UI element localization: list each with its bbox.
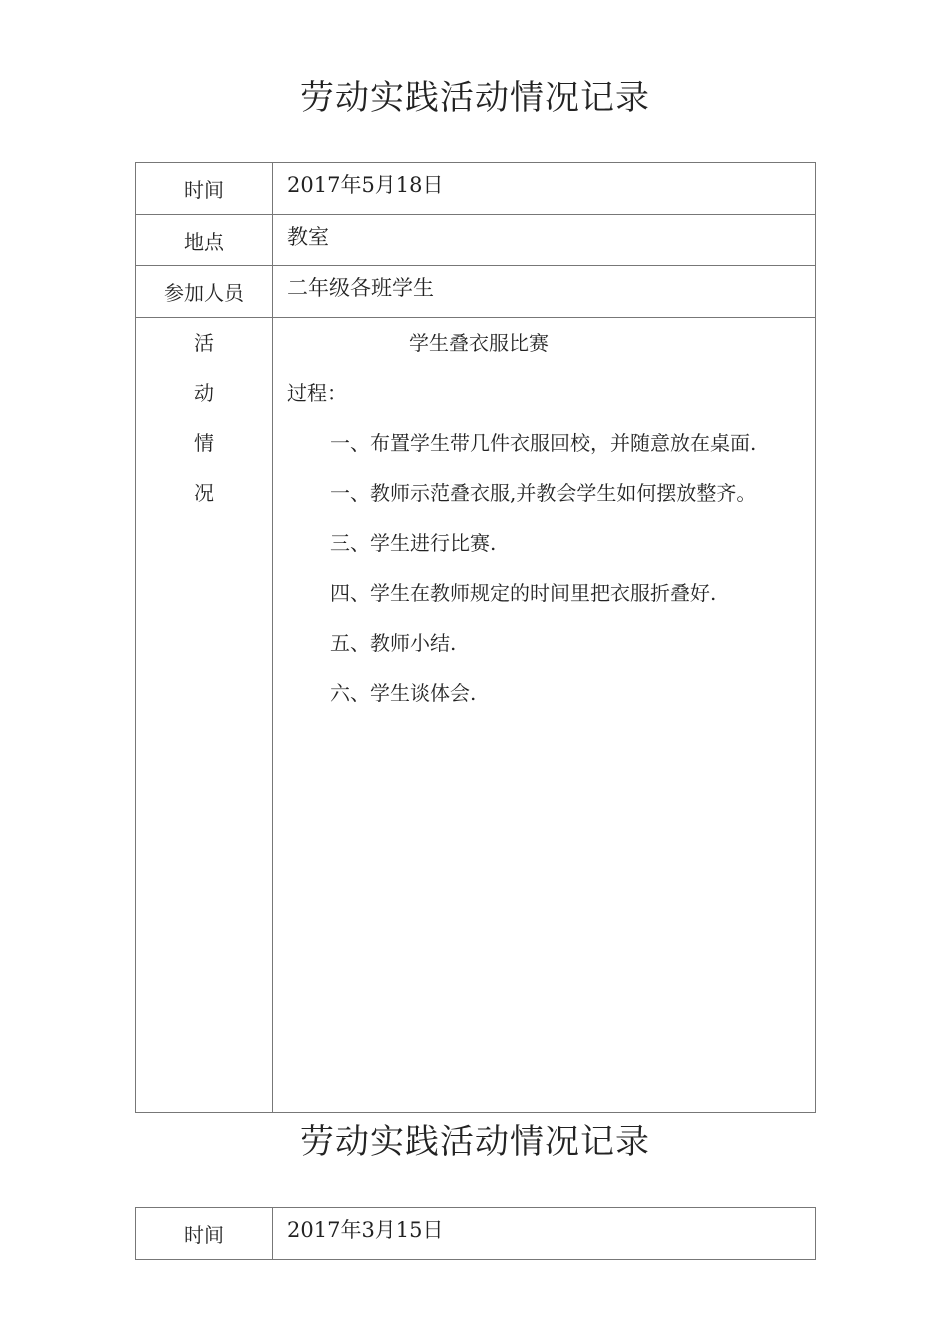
activity-label-char: 动 <box>194 381 214 405</box>
process-step: 一、教师示范叠衣服,并教会学生如何摆放整齐。 <box>330 481 757 505</box>
time-value: 2017年5月18日 <box>287 173 444 197</box>
time-value-cell <box>273 1208 816 1260</box>
activity-label-char: 情 <box>194 431 214 455</box>
activity-row <box>136 318 816 1113</box>
record-table <box>135 1207 816 1260</box>
time-label: 时间 <box>136 163 273 215</box>
process-step: 五、教师小结. <box>330 631 457 655</box>
time-row <box>136 1208 816 1260</box>
process-step: 一、布置学生带几件衣服回校，并随意放在桌面. <box>330 431 757 455</box>
place-value-cell <box>273 215 816 266</box>
participants-row <box>136 266 816 318</box>
process-label: 过程： <box>287 381 347 405</box>
activity-label-char: 况 <box>194 481 214 505</box>
process-step: 四、学生在教师规定的时间里把衣服折叠好. <box>330 581 717 605</box>
place-row <box>136 215 816 266</box>
activity-content-cell <box>273 318 816 1113</box>
activity-label-char: 活 <box>194 331 214 355</box>
record-table <box>135 162 816 1113</box>
page-title: 劳动实践活动情况记录 <box>300 1122 650 1162</box>
page-title: 劳动实践活动情况记录 <box>300 78 650 118</box>
participants-value-cell <box>273 266 816 318</box>
participants-value: 二年级各班学生 <box>287 276 434 300</box>
participants-label: 参加人员 <box>136 266 273 318</box>
place-label: 地点 <box>136 215 273 266</box>
place-value: 教室 <box>287 225 329 249</box>
time-value-cell <box>273 163 816 215</box>
process-step: 三、学生进行比赛. <box>330 531 497 555</box>
time-row <box>136 163 816 215</box>
time-label: 时间 <box>136 1208 273 1260</box>
activity-label <box>136 318 273 1113</box>
activity-name: 学生叠衣服比赛 <box>409 331 549 355</box>
time-value: 2017年3月15日 <box>287 1218 444 1242</box>
process-step: 六、学生谈体会. <box>330 681 477 705</box>
